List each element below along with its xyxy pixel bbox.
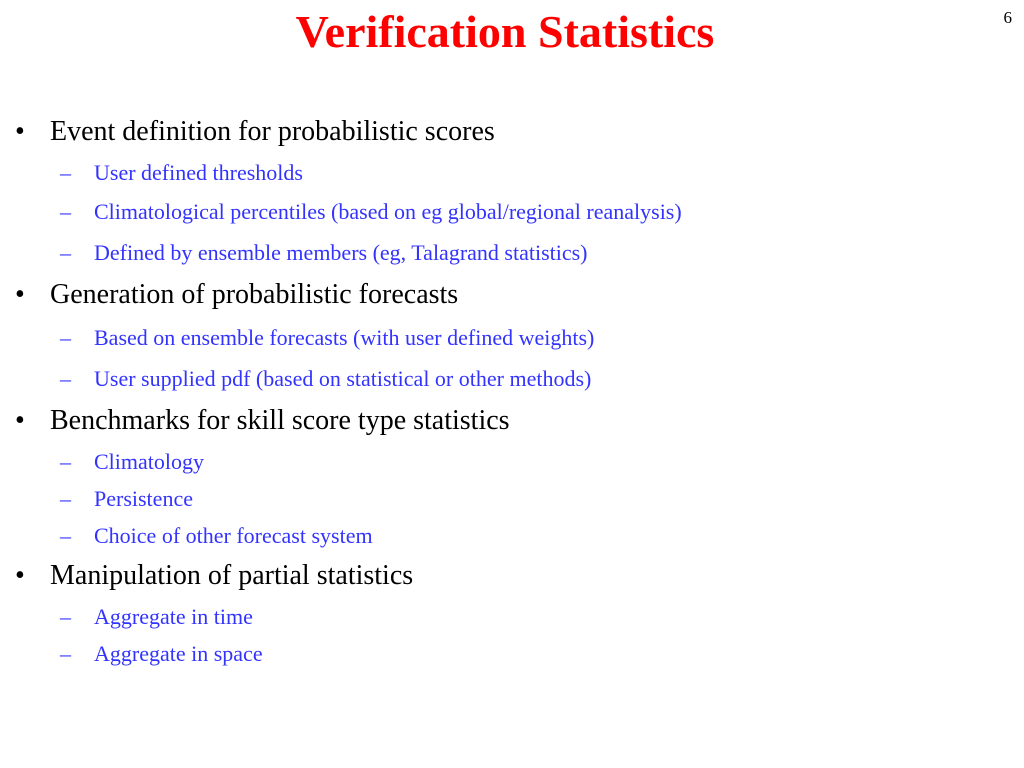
- dash-icon: –: [60, 449, 71, 474]
- dash-icon: –: [60, 604, 71, 629]
- bullet-item: [0, 110, 1024, 154]
- bullet-text: Event definition for probabilistic scores: [50, 116, 495, 147]
- slide-title: Verification Statistics: [295, 6, 715, 57]
- bullet-text: Generation of probabilistic forecasts: [50, 279, 459, 310]
- sub-bullet-item: [0, 480, 1024, 517]
- sub-bullet-text: Persistence: [94, 486, 193, 511]
- dash-icon: –: [60, 240, 71, 265]
- dash-icon: –: [60, 160, 71, 185]
- dash-icon: –: [60, 325, 71, 350]
- sub-bullet-item: [0, 443, 1024, 480]
- sub-bullet-text: Aggregate in space: [94, 641, 263, 666]
- sub-bullet-text: User supplied pdf (based on statistical or other methods): [94, 366, 592, 391]
- sub-bullet-text: Aggregate in time: [94, 604, 253, 629]
- dash-icon: –: [60, 486, 71, 511]
- bullet-icon: •: [15, 279, 25, 310]
- dash-icon: –: [60, 641, 71, 666]
- bullet-item: [0, 399, 1024, 443]
- bullet-icon: •: [15, 116, 25, 147]
- bullet-icon: •: [15, 405, 25, 436]
- sub-bullet-text: Climatological percentiles (based on eg global/regional reanalysis): [94, 199, 682, 224]
- bullet-text: Benchmarks for skill score type statistics: [50, 405, 510, 436]
- bullet-text: Manipulation of partial statistics: [50, 560, 414, 591]
- bullet-list: [0, 110, 1024, 672]
- sub-bullet-text: Based on ensemble forecasts (with user defined weights): [94, 325, 595, 350]
- page-number: 6: [1003, 8, 1012, 27]
- sub-bullet-item: [0, 598, 1024, 635]
- sub-bullet-text: Defined by ensemble members (eg, Talagrand statistics): [94, 240, 588, 265]
- sub-bullet-item: [0, 154, 1024, 191]
- sub-bullet-item: [0, 317, 1024, 358]
- sub-bullet-text: User defined thresholds: [94, 160, 303, 185]
- sub-bullet-item: [0, 635, 1024, 672]
- sub-bullet-text: Choice of other forecast system: [94, 523, 373, 548]
- bullet-item: [0, 554, 1024, 598]
- bullet-item: [0, 273, 1024, 317]
- dash-icon: –: [60, 199, 71, 224]
- sub-bullet-text: Climatology: [94, 449, 204, 474]
- sub-bullet-item: [0, 232, 1024, 273]
- dash-icon: –: [60, 523, 71, 548]
- dash-icon: –: [60, 366, 71, 391]
- sub-bullet-item: [0, 191, 1024, 232]
- sub-bullet-item: [0, 517, 1024, 554]
- bullet-icon: •: [15, 560, 25, 591]
- sub-bullet-item: [0, 358, 1024, 399]
